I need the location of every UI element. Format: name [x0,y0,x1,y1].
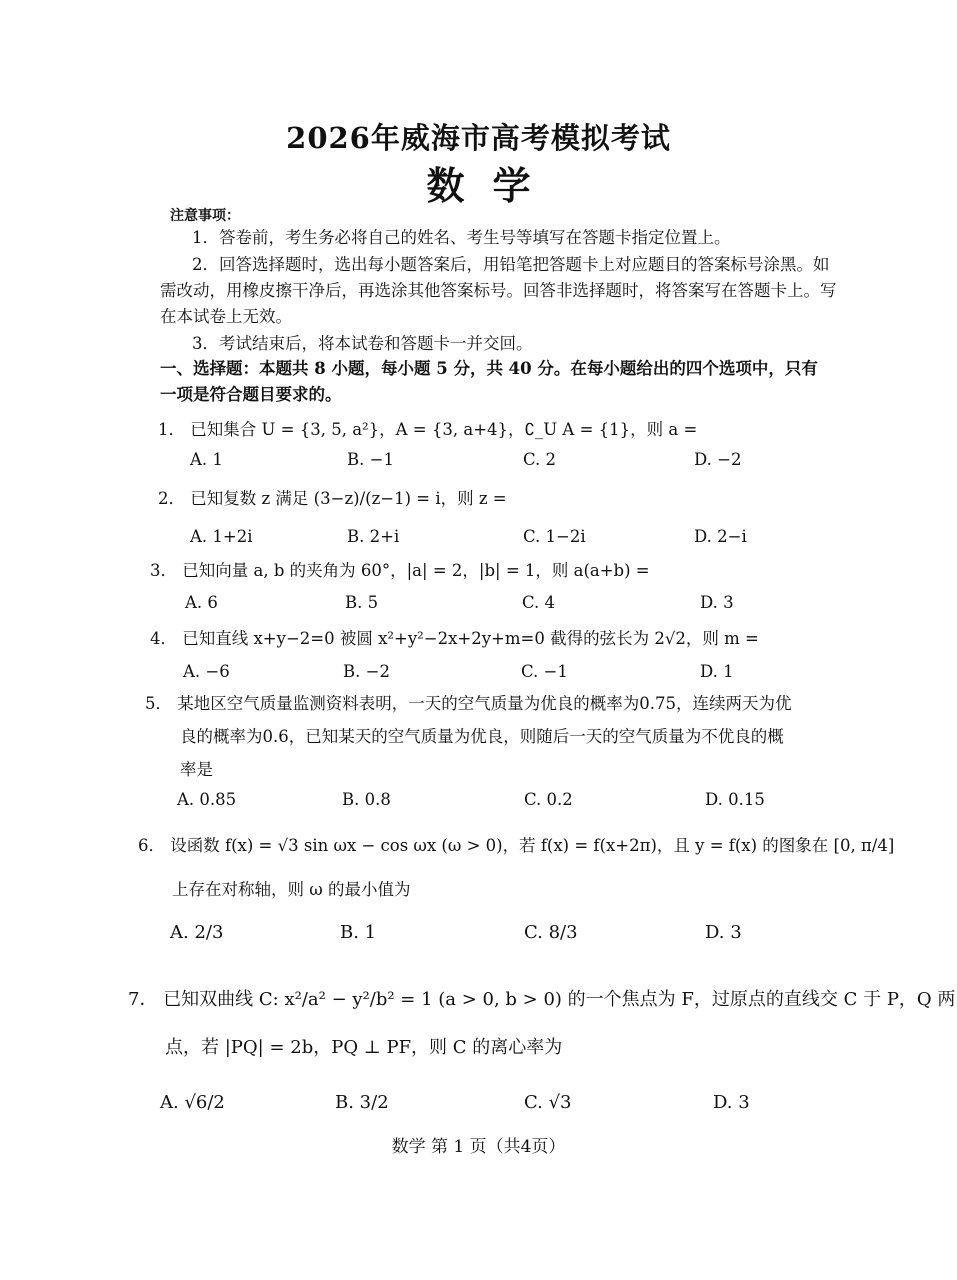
question-number: 5． [145,694,172,713]
question-5 [145,690,792,714]
q4-option-c: C. −1 [521,662,568,681]
notice-item-2-line-1: 2．回答选择题时，选出每小题答案后，用铅笔把答题卡上对应题目的答案标号涂黑。如 [192,255,830,274]
subject-title: 数学 [426,163,559,208]
page-footer: 数学 第 1 页（共4页） [391,1137,566,1157]
q3-option-c: C. 4 [522,593,556,612]
q6-option-a: A. 2/3 [170,922,224,943]
q5-option-a: A. 0.85 [177,790,237,809]
question-3 [150,557,650,581]
question-6 [138,832,894,856]
q2-option-a: A. 1+2i [190,527,253,546]
q5-line-3: 率是 [180,760,213,779]
notice-item-2-line-2: 需改动，用橡皮擦干净后，再选涂其他答案标号。回答非选择题时，将答案写在答题卡上。写 [160,281,837,300]
q1-option-b: B. −1 [347,450,394,469]
question-2 [158,485,507,509]
question-number: 3． [150,561,177,580]
q6-option-c: C. 8/3 [524,922,578,943]
q6-line-2: 上存在对称轴，则 ω 的最小值为 [172,880,411,899]
question-text: 某地区空气质量监测资料表明，一天的空气质量为优良的概率为0.75，连续两天为优 [177,694,792,713]
question-text: 已知集合 U = {3, 5, a²}，A = {3, a+4}，∁_U A = {1}，则 a = [190,420,698,439]
section-1-line-2: 一项是符合题目要求的。 [160,385,342,404]
question-7 [128,985,955,1011]
q6-option-d: D. 3 [705,922,742,943]
q4-option-d: D. 1 [700,662,734,681]
q4-option-a: A. −6 [183,662,230,681]
q7-option-c: C. √3 [524,1092,572,1113]
question-number: 6． [138,836,165,855]
section-1-line-1: 一、选择题：本题共 8 小题，每小题 5 分，共 40 分。在每小题给出的四个选项中，只有 [160,359,818,378]
q7-option-d: D. 3 [713,1092,750,1113]
question-text: 已知双曲线 C: x²/a² − y²/b² = 1 (a > 0, b > 0) 的一个焦点为 F，过原点的直线交 C 于 P，Q 两 [163,989,956,1010]
question-text: 已知向量 a, b 的夹角为 60°，|a| = 2，|b| = 1，则 a(a+b) = [182,561,650,580]
notice-item-2-line-3: 在本试卷上无效。 [160,307,292,326]
question-1 [158,416,697,440]
q1-option-c: C. 2 [523,450,557,469]
q5-option-c: C. 0.2 [524,790,573,809]
q2-option-b: B. 2+i [347,527,400,546]
q6-option-b: B. 1 [340,922,377,943]
q5-line-2: 良的概率为0.6，已知某天的空气质量为优良，则随后一天的空气质量为不优良的概 [180,727,784,746]
question-4 [150,625,759,649]
q2-option-d: D. 2−i [694,527,747,546]
question-number: 7． [128,989,158,1010]
q2-option-c: C. 1−2i [523,527,586,546]
q1-option-d: D. −2 [694,450,742,469]
exam-title: 2026年威海市高考模拟考试 [286,121,671,155]
notice-heading: 注意事项： [170,208,240,224]
q7-option-a: A. √6/2 [160,1092,225,1113]
q3-option-d: D. 3 [700,593,734,612]
q3-option-b: B. 5 [345,593,379,612]
question-number: 2． [158,489,185,508]
notice-item-3: 3．考试结束后，将本试卷和答题卡一并交回。 [192,334,533,353]
q4-option-b: B. −2 [343,662,390,681]
q1-option-a: A. 1 [190,450,223,469]
notice-item-1: 1．答卷前，考生务必将自己的姓名、考生号等填写在答题卡指定位置上。 [192,228,731,247]
q5-option-b: B. 0.8 [342,790,391,809]
question-number: 4． [150,629,177,648]
q3-option-a: A. 6 [185,593,218,612]
question-text: 设函数 f(x) = √3 sin ωx − cos ωx (ω > 0)，若 f(x) = f(x+2π)，且 y = f(x) 的图象在 [0, π/4] [170,836,895,855]
question-number: 1． [158,420,185,439]
q7-option-b: B. 3/2 [335,1092,389,1113]
q7-line-2: 点，若 |PQ| = 2b，PQ ⊥ PF，则 C 的离心率为 [165,1037,563,1058]
question-text: 已知复数 z 满足 (3−z)/(z−1) = i，则 z = [190,489,507,508]
question-text: 已知直线 x+y−2=0 被圆 x²+y²−2x+2y+m=0 截得的弦长为 2√2，则 m = [182,629,759,648]
q5-option-d: D. 0.15 [705,790,765,809]
